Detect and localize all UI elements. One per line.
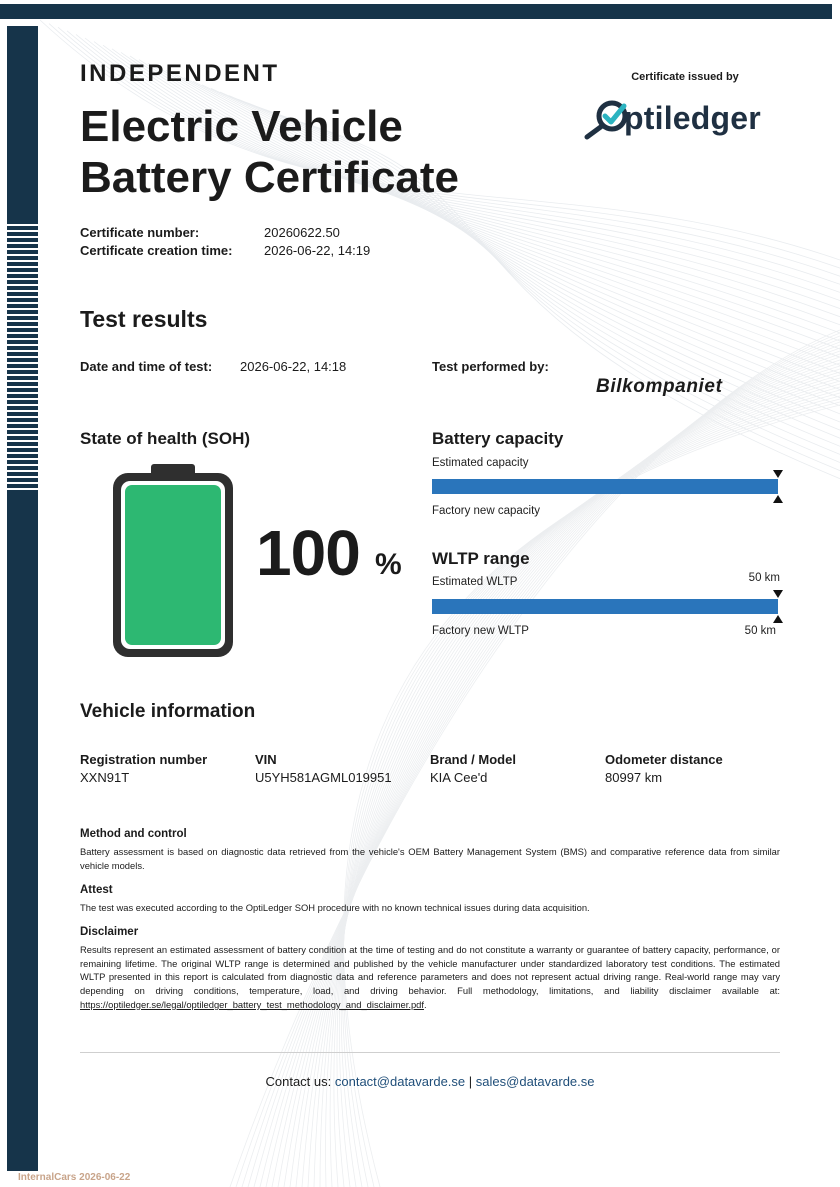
divider xyxy=(80,1052,780,1053)
factory-wltp-label: Factory new WLTP xyxy=(432,625,529,637)
wave-line xyxy=(272,351,840,1187)
factory-marker-icon xyxy=(773,495,783,503)
method-heading: Method and control xyxy=(80,828,187,840)
factory-wltp-marker-icon xyxy=(773,615,783,623)
odometer-label: Odometer distance xyxy=(605,752,723,767)
soh-value: 100 xyxy=(256,517,360,589)
wave-line xyxy=(254,342,840,1187)
battery-icon xyxy=(110,464,236,660)
disclaimer-paragraph xyxy=(80,943,780,1012)
attest-text: The test was executed according to the OptiLedger SOH procedure with no known technical issues during data acquisition. xyxy=(80,902,590,913)
creation-time-label: Certificate creation time: xyxy=(80,243,233,258)
certificate-number-value: 20260622.50 xyxy=(264,225,340,240)
wave-line xyxy=(260,345,840,1187)
wltp-bar xyxy=(432,599,778,614)
contact-label: Contact us: xyxy=(265,1074,332,1089)
vin-label: VIN xyxy=(255,752,277,767)
soh-heading: State of health (SOH) xyxy=(80,429,251,448)
test-datetime-label: Date and time of test: xyxy=(80,359,213,374)
test-results-heading: Test results xyxy=(80,306,208,332)
factory-wltp-value: 50 km xyxy=(744,625,776,637)
eyebrow-label: INDEPENDENT xyxy=(80,60,280,87)
registration-value: XXN91T xyxy=(80,770,130,785)
contact-separator: | xyxy=(468,1074,473,1089)
test-performer-label: Test performed by: xyxy=(432,359,549,374)
optiledger-logo-text: ptiledger xyxy=(624,100,761,136)
wave-line xyxy=(339,390,840,1187)
soh-unit: % xyxy=(375,548,402,581)
vehicle-info-heading: Vehicle information xyxy=(80,701,256,722)
contact-email-link[interactable]: contact@datavarde.se xyxy=(334,1074,466,1089)
certificate-number-label: Certificate number: xyxy=(80,225,200,240)
factory-capacity-label: Factory new capacity xyxy=(432,505,541,517)
wave-line xyxy=(242,336,840,1187)
wave-line xyxy=(342,396,840,1187)
wave-line xyxy=(343,405,840,1187)
wave-line xyxy=(230,330,840,1187)
method-text: Battery assessment is based on diagnostic data retrieved from the vehicle's OEM Battery Management System (BMS) and comparative reference data from similar vehicle models. xyxy=(80,846,780,871)
battery-capacity-heading: Battery capacity xyxy=(432,429,564,448)
wave-line xyxy=(266,348,840,1187)
footer-stamp: InternalCars 2026-06-22 xyxy=(18,1172,131,1183)
brand-model-label: Brand / Model xyxy=(430,752,516,767)
wave-line xyxy=(236,333,840,1187)
estimated-wltp-marker-icon xyxy=(773,590,783,598)
vin-value: U5YH581AGML019951 xyxy=(255,770,392,785)
odometer-value: 80997 km xyxy=(605,770,663,785)
disclaimer-text: Results represent an estimated assessment of battery condition at the time of testing and do not constitute a warranty or guarantee of battery capacity, performance, or remaining lifetime. The original WLTP range is determined and published by the vehicle manufacturer under standardized laboratory test conditions. The estimated WLTP presented in this report is calculated from diagnostic data and reference parameters and does not represent actual driving range. Real-world range may vary depending on driving conditions, temperature, load, and driving behavior. Full methodology, limitations, and liability disclaimer available at: xyxy=(80,944,780,997)
battery-level-fill xyxy=(125,485,221,645)
disclaimer-heading: Disclaimer xyxy=(80,926,139,938)
creation-time-value: 2026-06-22, 14:19 xyxy=(264,243,371,258)
issued-by-label: Certificate issued by xyxy=(631,71,739,83)
sales-email-link[interactable]: sales@datavarde.se xyxy=(475,1074,595,1089)
disclaimer-end: . xyxy=(423,998,427,1010)
bilkompaniet-logo: Bilkompaniet xyxy=(596,376,723,397)
estimated-wltp-label: Estimated WLTP xyxy=(432,576,518,588)
test-datetime-value: 2026-06-22, 14:18 xyxy=(240,359,347,374)
estimated-capacity-label: Estimated capacity xyxy=(432,457,529,469)
wltp-heading: WLTP range xyxy=(432,549,530,568)
attest-heading: Attest xyxy=(80,884,113,896)
disclaimer-link[interactable]: https://optiledger.se/legal/optiledger_battery_test_methodology_and_disclaimer.pdf xyxy=(80,998,424,1010)
contact-line xyxy=(0,1074,840,1089)
capacity-bar xyxy=(432,479,778,494)
title-line-1: Electric Vehicle xyxy=(80,102,403,151)
wave-line xyxy=(343,399,840,1187)
estimated-wltp-value: 50 km xyxy=(748,572,780,584)
registration-label: Registration number xyxy=(80,752,208,767)
title-line-2: Battery Certificate xyxy=(80,153,460,202)
estimated-marker-icon xyxy=(773,470,783,478)
brand-model-value: KIA Cee'd xyxy=(430,770,488,785)
